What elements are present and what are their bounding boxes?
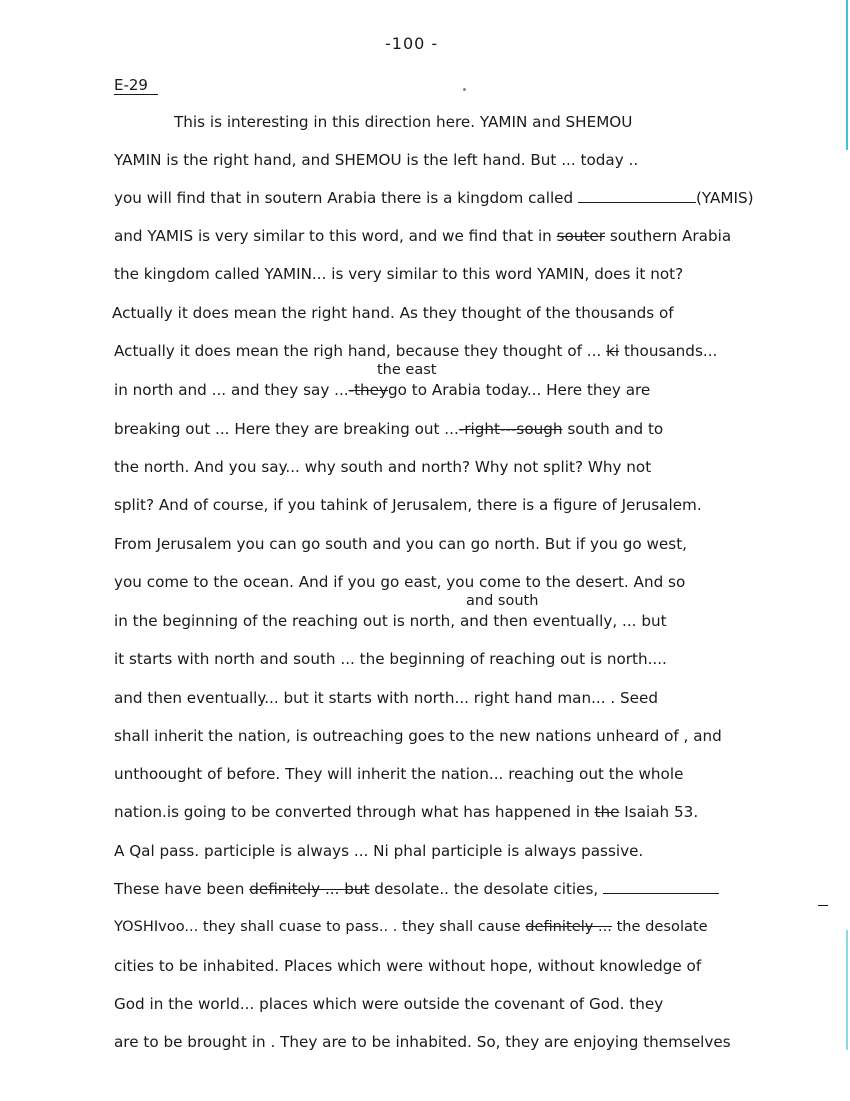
page-edge-mark — [846, 0, 848, 150]
text-line-14: in the beginning of the reaching out is north, and then eventually, ... but — [114, 612, 667, 630]
section-reference: E-29 — [114, 76, 158, 95]
text-line-6: Actually it does mean the right hand. As they thought of the thousands of — [112, 304, 674, 322]
page-edge-mark-lower — [846, 930, 848, 1050]
blank-fill-line — [578, 190, 696, 203]
speck — [463, 88, 466, 91]
text-line-24: God in the world... places which were outside the covenant of God. they — [114, 995, 664, 1013]
text-line-18: unthoought of before. They will inherit the nation... reaching out the whole — [114, 765, 684, 783]
text-line-21: These have been definitely ... but desolate.. the desolate cities, — [114, 879, 719, 899]
page-number: -100 - — [385, 34, 439, 53]
text-line-12: From Jerusalem you can go south and you can go north. But if you go west, — [114, 535, 687, 553]
blank-fill-line — [603, 881, 719, 894]
margin-tick-mark — [818, 905, 828, 906]
insertion-and-south: and south — [466, 593, 539, 609]
insertion-the-east: the east — [377, 362, 437, 378]
text-line-8: in north and ... and they say ...-theygo to Arabia today... Here they are — [114, 381, 651, 399]
text-line-19: nation.is going to be converted through what has happened in the Isaiah 53. — [114, 803, 699, 821]
text-line-2: YAMIN is the right hand, and SHEMOU is the left hand. But ... today .. — [114, 151, 639, 169]
text-line-15: it starts with north and south ... the beginning of reaching out is north.... — [114, 650, 667, 668]
text-line-9: breaking out ... Here they are breaking out ...-right---sough south and to — [114, 420, 664, 438]
text-line-7: Actually it does mean the righ hand, because they thought of ... ki thousands... — [114, 342, 718, 360]
text-line-5: the kingdom called YAMIN... is very similar to this word YAMIN, does it not? — [114, 265, 684, 283]
text-line-4: and YAMIS is very similar to this word, and we find that in souter southern Arabia — [114, 227, 732, 245]
text-line-22: YOSHIvoo... they shall cuase to pass.. . they shall cause definitely ... the desolate — [114, 918, 708, 935]
text-line-20: A Qal pass. participle is always ... Ni phal participle is always passive. — [114, 842, 644, 860]
text-line-17: shall inherit the nation, is outreaching goes to the new nations unheard of , and — [114, 727, 722, 745]
text-line-16: and then eventually... but it starts with north... right hand man... . Seed — [114, 689, 659, 707]
text-line-10: the north. And you say... why south and north? Why not split? Why not — [114, 458, 652, 476]
text-line-25: are to be brought in . They are to be inhabited. So, they are enjoying themselves — [114, 1033, 731, 1051]
text-line-13: you come to the ocean. And if you go east, you come to the desert. And so — [114, 573, 686, 591]
text-line-11: split? And of course, if you tahink of Jerusalem, there is a figure of Jerusalem. — [114, 496, 702, 514]
text-line-23: cities to be inhabited. Places which were without hope, without knowledge of — [114, 957, 702, 975]
text-line-1: This is interesting in this direction here. YAMIN and SHEMOU — [174, 113, 633, 131]
text-line-3: you will find that in soutern Arabia there is a kingdom called (YAMIS) — [114, 189, 754, 207]
